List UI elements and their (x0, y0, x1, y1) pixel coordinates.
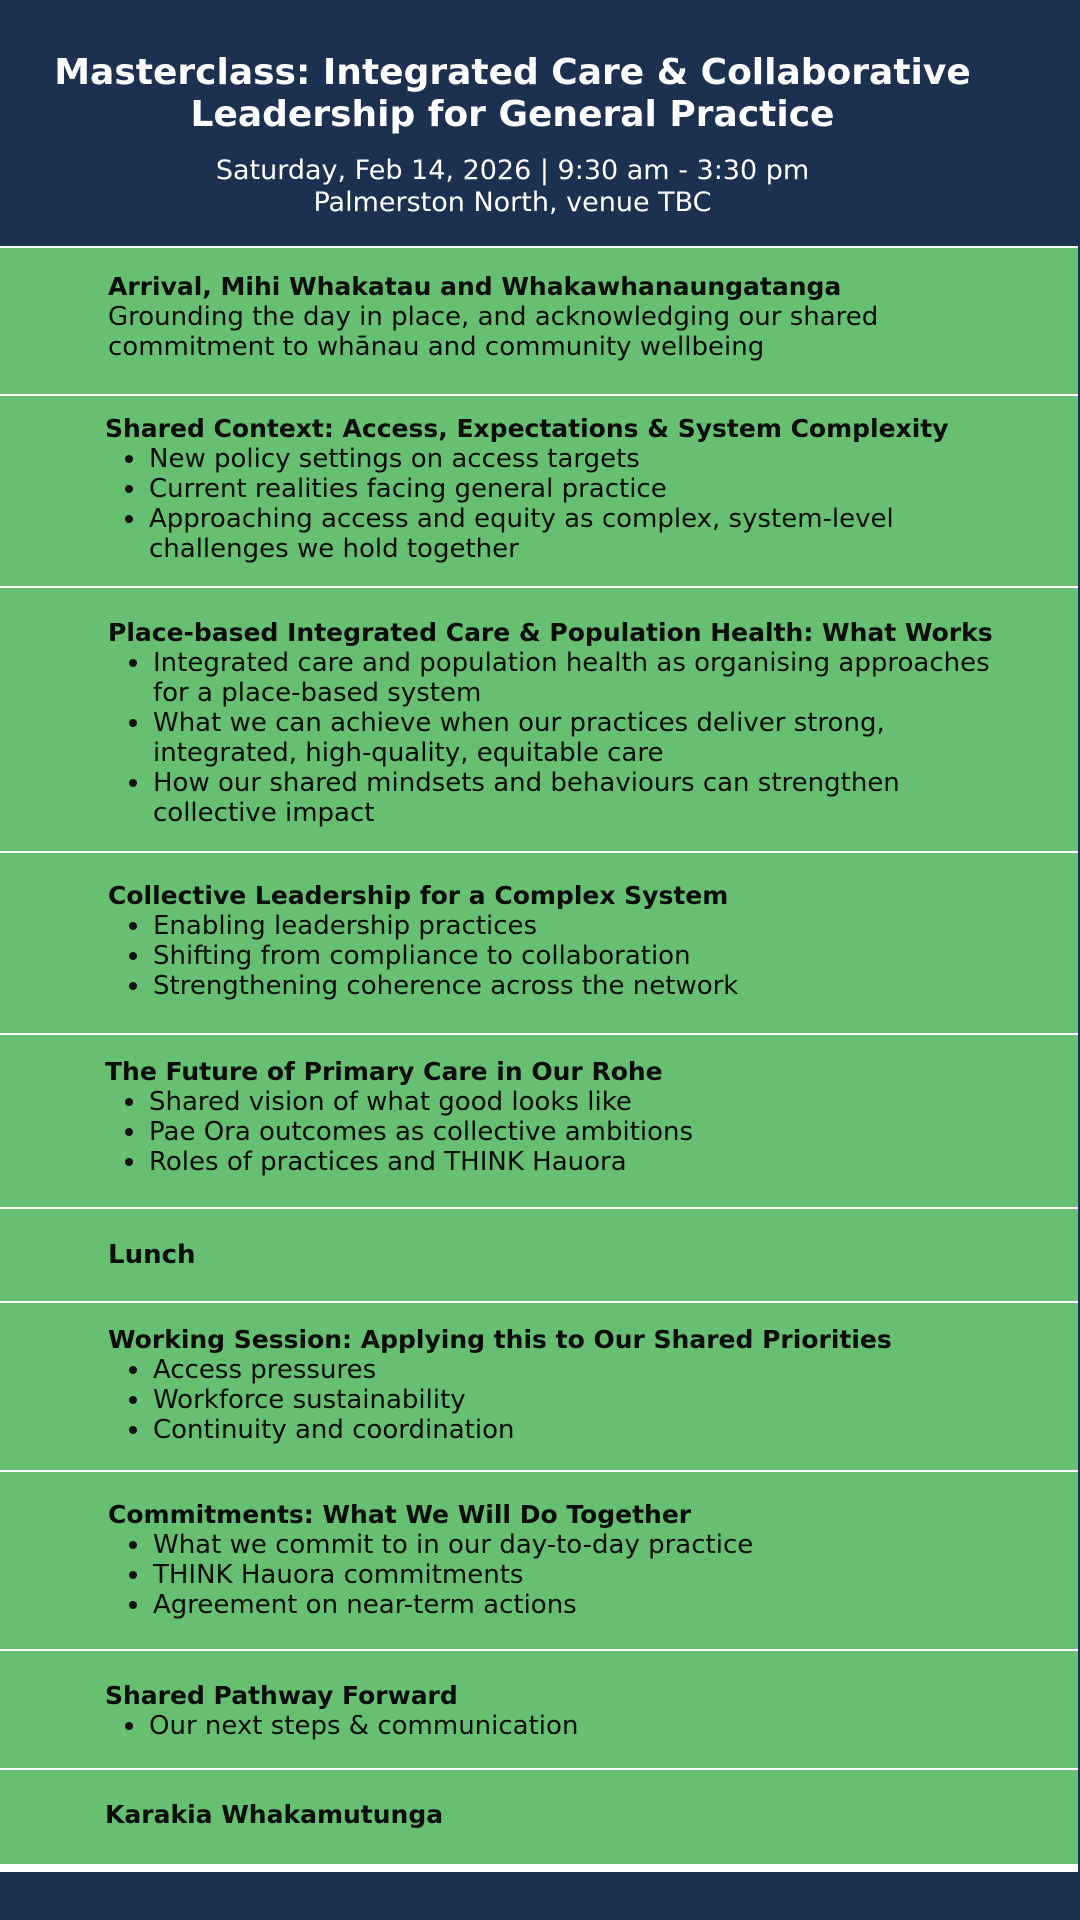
bullet-item: Shared vision of what good looks like (104, 1087, 999, 1117)
bullet-item: New policy settings on access targets (104, 444, 999, 474)
session-title: Commitments: What We Will Do Together (108, 1500, 692, 1529)
session-title: Place-based Integrated Care & Population Health: What Works (108, 618, 993, 647)
event-date-time: Saturday, Feb 14, 2026 | 9:30 am - 3:30 pm (215, 155, 810, 186)
session-commitments (0, 1472, 1078, 1649)
bullet-item: Strengthening coherence across the network (108, 971, 1003, 1001)
session-title: Arrival, Mihi Whakatau and Whakawhanaungatanga (108, 272, 842, 301)
bullet-item: Continuity and coordination (108, 1415, 1003, 1445)
bullet-item: Current realities facing general practice (104, 474, 999, 504)
footer-band (0, 1872, 1080, 1920)
session-karakia (0, 1770, 1078, 1864)
session-working-session (0, 1303, 1078, 1470)
agenda-list (0, 246, 1078, 1872)
title-line-2: Leadership for General Practice (190, 94, 835, 135)
bullet-item: Enabling leadership practices (108, 911, 1003, 941)
session-title: Karakia Whakamutunga (105, 1800, 444, 1829)
title-line-1: Masterclass: Integrated Care & Collaborative (54, 52, 971, 93)
bullet-item: Shifting from compliance to collaboration (108, 941, 1003, 971)
page-title (40, 52, 985, 136)
session-title: Lunch (108, 1240, 196, 1270)
session-description: Grounding the day in place, and acknowledging our shared commitment to whānau and community wellbeing (108, 302, 879, 362)
session-bullets (104, 1711, 999, 1741)
session-shared-context (0, 396, 1078, 586)
bullet-item: Roles of practices and THINK Hauora (104, 1147, 999, 1177)
session-bullets (108, 911, 1003, 1001)
session-bullets (104, 1087, 999, 1177)
bullet-item: What we commit to in our day-to-day practice (108, 1530, 1003, 1560)
bullet-item: Access pressures (108, 1355, 1003, 1385)
bullet-item: Integrated care and population health as organising approaches for a place-based system (108, 648, 1003, 708)
session-title: Shared Context: Access, Expectations & System Complexity (105, 414, 949, 443)
header (0, 0, 1080, 246)
event-location: Palmerston North, venue TBC (313, 187, 712, 218)
session-integrated-care (0, 588, 1078, 851)
session-future-primary-care (0, 1035, 1078, 1207)
bullet-item: What we can achieve when our practices deliver strong, integrated, high-quality, equitable care (108, 708, 1003, 768)
session-shared-pathway (0, 1651, 1078, 1768)
session-collective-leadership (0, 853, 1078, 1033)
bullet-item: THINK Hauora commitments (108, 1560, 1003, 1590)
bullet-item: How our shared mindsets and behaviours can strengthen collective impact (108, 768, 1003, 828)
session-title: The Future of Primary Care in Our Rohe (105, 1057, 663, 1086)
bullet-item: Our next steps & communication (104, 1711, 999, 1741)
session-title: Working Session: Applying this to Our Shared Priorities (108, 1325, 892, 1354)
session-bullets (104, 444, 999, 564)
session-lunch (0, 1209, 1078, 1301)
session-title: Shared Pathway Forward (105, 1681, 458, 1710)
session-bullets (108, 1530, 1003, 1620)
session-bullets (108, 1355, 1003, 1445)
bullet-item: Pae Ora outcomes as collective ambitions (104, 1117, 999, 1147)
session-bullets (108, 648, 1003, 828)
bullet-item: Agreement on near-term actions (108, 1590, 1003, 1620)
session-title: Collective Leadership for a Complex System (108, 881, 729, 910)
bullet-item: Workforce sustainability (108, 1385, 1003, 1415)
session-arrival (0, 248, 1078, 394)
bullet-item: Approaching access and equity as complex, system-level challenges we hold together (104, 504, 999, 564)
